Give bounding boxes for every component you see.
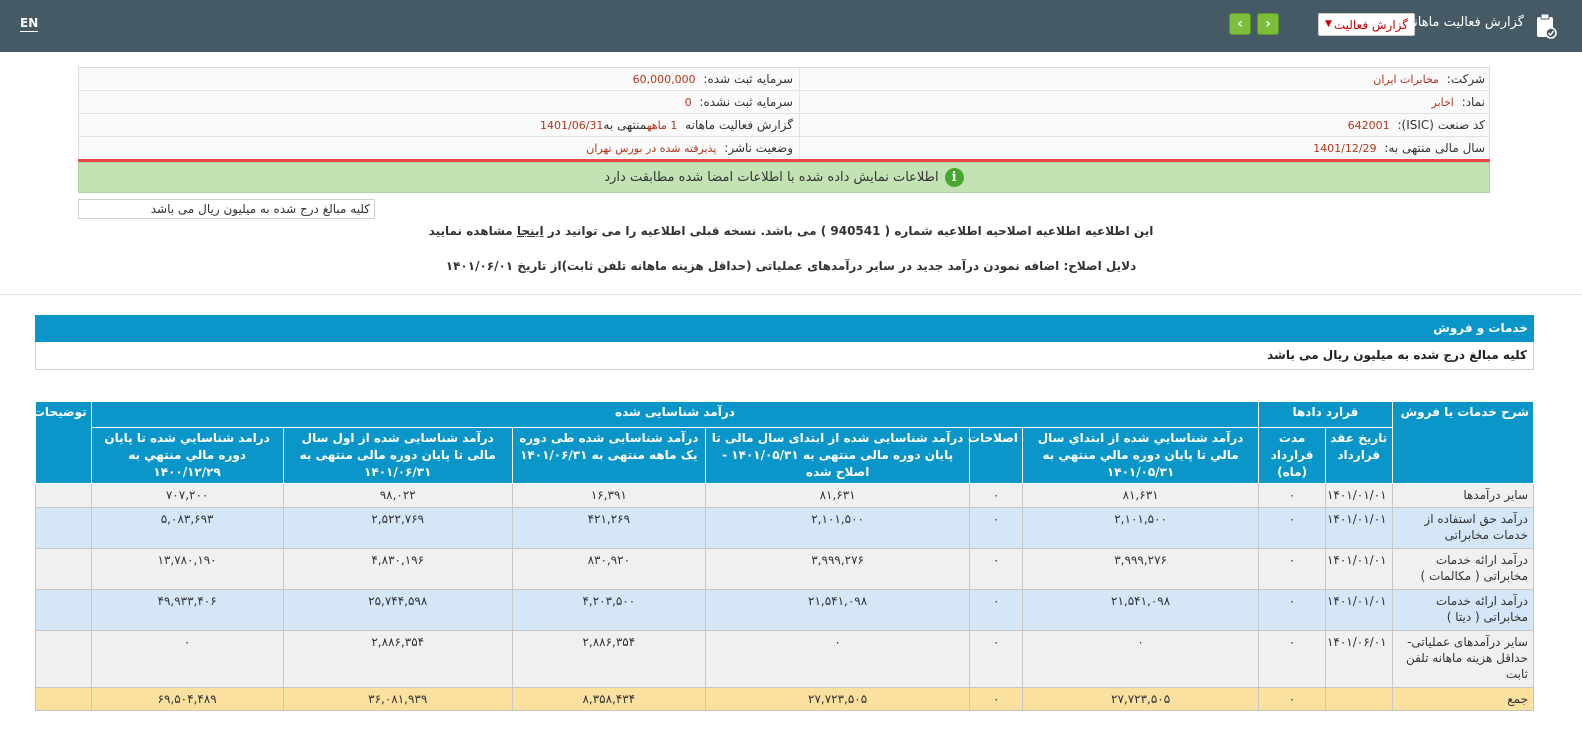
cell-rev-prev: ۶۹,۵۰۴,۴۸۹ (91, 688, 283, 711)
cell-rev-corrected: ۲,۱۰۱,۵۰۰ (705, 508, 970, 549)
cell-duration: ۰ (1259, 508, 1326, 549)
cell-rev-start: ۳,۹۹۹,۲۷۶ (1022, 549, 1258, 590)
publisher-status-value: پذیرفته شده در بورس تهران (586, 142, 717, 155)
cell-date: ۱۴۰۱/۰۱/۰۱ (1325, 508, 1392, 549)
col-notes: توضیحات (36, 402, 92, 484)
language-toggle-en[interactable]: EN (20, 16, 39, 30)
verification-alert (78, 162, 1490, 193)
isic-label: کد صنعت (ISIC): (1397, 118, 1485, 132)
cell-corrections: ۰ (970, 508, 1023, 549)
cell-rev-prev: ۰ (91, 631, 283, 688)
report-end-text: منتهی به (603, 118, 647, 132)
col-contract-date: تاریخ عقد قرارداد (1325, 428, 1392, 484)
fiscal-year-value: 1401/12/29 (1313, 142, 1377, 155)
unregistered-capital-cell (83, 91, 793, 114)
cell-corrections: ۰ (970, 631, 1023, 688)
chevron-right-icon: › (1265, 16, 1271, 32)
fiscal-year-label: سال مالی منتهی به: (1384, 141, 1485, 155)
cell-duration: ۰ (1259, 688, 1326, 711)
report-period: 1 ماهه (646, 119, 678, 132)
cell-rev-corrected: ۲۷,۷۲۳,۵۰۵ (705, 688, 970, 711)
top-bar (0, 0, 1582, 52)
cell-rev-start: ۲۱,۵۴۱,۰۹۸ (1022, 590, 1258, 631)
amendment-notice (0, 224, 1582, 238)
cell-date: ۱۴۰۱/۰۱/۰۱ (1325, 590, 1392, 631)
cell-rev-corrected: ۳,۹۹۹,۲۷۶ (705, 549, 970, 590)
table-row (36, 508, 1534, 549)
col-group-recognized: درآمد شناسایی شده (91, 402, 1259, 428)
table-row (36, 590, 1534, 631)
isic-cell (799, 114, 1485, 137)
cell-desc: درآمد ارائه خدمات مخابراتی ( دیتا ) (1392, 590, 1533, 631)
publisher-status-label: وضعیت ناشر: (724, 141, 793, 155)
cell-notes (36, 484, 92, 508)
cell-date: ۱۴۰۱/۰۱/۰۱ (1325, 484, 1392, 508)
cell-rev-prev: ۵,۰۸۳,۶۹۳ (91, 508, 283, 549)
cell-rev-month: ۲,۸۸۶,۳۵۴ (512, 631, 705, 688)
cell-rev-year: ۹۸,۰۲۲ (283, 484, 512, 508)
symbol-cell (799, 91, 1485, 114)
services-sales-table (32, 401, 1534, 711)
cell-rev-month: ۱۶,۳۹۱ (512, 484, 705, 508)
cell-notes (36, 688, 92, 711)
cell-duration: ۰ (1259, 549, 1326, 590)
alert-text: اطلاعات نمایش داده شده با اطلاعات امضا شده مطابقت دارد (604, 170, 939, 185)
amendment-reason: دلایل اصلاح: اضافه نمودن درآمد جدید در سایر درآمدهای عملیاتی (حداقل هزینه ماهانه تلفن ثابت)از تاریخ ۱۴۰۱/۰۶/۰۱ (445, 259, 1137, 273)
previous-version-link[interactable]: اینجا (516, 224, 544, 238)
cell-rev-prev: ۱۳,۷۸۰,۱۹۰ (91, 549, 283, 590)
company-label: شرکت: (1446, 72, 1485, 86)
col-contract-duration: مدت قرارداد (ماه) (1259, 428, 1326, 484)
isic-value: 642001 (1347, 119, 1390, 132)
cell-date (1325, 688, 1392, 711)
cell-notes (36, 508, 92, 549)
notice-text: این اطلاعیه اطلاعیه اصلاحیه اطلاعیه شماره ( 940541 ) می باشد. نسخه قبلی اطلاعیه را می توانید در (547, 224, 1154, 238)
col-rev-prev-year: درامد شناسايي شده تا پايان دوره مالي منتهي به ۱۴۰۰/۱۲/۲۹ (91, 428, 283, 484)
report-period-cell (83, 114, 793, 137)
cell-corrections: ۰ (970, 688, 1023, 711)
info-row (79, 68, 1489, 91)
cell-rev-start: ۲۷,۷۲۳,۵۰۵ (1022, 688, 1258, 711)
notice-text-end: مشاهده نمایید (428, 224, 513, 238)
cell-rev-corrected: ۸۱,۶۳۱ (705, 484, 970, 508)
cell-rev-start: ۸۱,۶۳۱ (1022, 484, 1258, 508)
cell-rev-corrected: ۰ (705, 631, 970, 688)
cell-rev-year: ۳۶,۰۸۱,۹۳۹ (283, 688, 512, 711)
cell-rev-month: ۸۳۰,۹۲۰ (512, 549, 705, 590)
registered-capital-label: سرمایه ثبت شده: (703, 72, 793, 86)
cell-desc: سایر درآمدها (1392, 484, 1533, 508)
cell-rev-month: ۸,۳۵۸,۴۳۴ (512, 688, 705, 711)
unregistered-capital-label: سرمایه ثبت نشده: (699, 95, 793, 109)
cell-rev-prev: ۴۹,۹۳۳,۴۰۶ (91, 590, 283, 631)
cell-rev-month: ۴,۲۰۳,۵۰۰ (512, 590, 705, 631)
cell-notes (36, 631, 92, 688)
cell-rev-start: ۰ (1022, 631, 1258, 688)
company-value: مخابرات ایران (1373, 73, 1439, 86)
cell-corrections: ۰ (970, 549, 1023, 590)
cell-duration: ۰ (1259, 484, 1326, 508)
col-group-contracts: قرارد دادها (1259, 402, 1392, 428)
divider (0, 294, 1582, 295)
col-corrections: اصلاحات (970, 428, 1023, 484)
cell-rev-start: ۲,۱۰۱,۵۰۰ (1022, 508, 1258, 549)
cell-corrections: ۰ (970, 484, 1023, 508)
cell-notes (36, 549, 92, 590)
cell-rev-month: ۴۲۱,۲۶۹ (512, 508, 705, 549)
col-service-desc: شرح خدمات یا فروش (1392, 402, 1533, 484)
cell-desc: درآمد حق استفاده از خدمات مخابراتی (1392, 508, 1533, 549)
cell-rev-corrected: ۲۱,۵۴۱,۰۹۸ (705, 590, 970, 631)
info-row (79, 137, 1489, 160)
chevron-down-icon: ▼ (1325, 19, 1332, 29)
cell-desc: درآمد ارائه خدمات مخابراتی ( مکالمات ) (1392, 549, 1533, 590)
info-icon: i (945, 168, 964, 187)
section-title: خدمات و فروش (35, 315, 1534, 342)
cell-rev-year: ۲,۸۸۶,۳۵۴ (283, 631, 512, 688)
col-rev-start-corrected: درآمد شناسایی شده از ابتدای سال مالی تا پایان دوره مالی منتهی به ۱۴۰۱/۰۵/۳۱ - اصلاح شده (705, 428, 970, 484)
cell-duration: ۰ (1259, 590, 1326, 631)
info-row (79, 91, 1489, 114)
table-row (36, 631, 1534, 688)
prev-arrow-button[interactable] (1229, 13, 1251, 35)
publisher-status-cell (83, 137, 793, 160)
symbol-value: اخابر (1431, 96, 1454, 109)
section-unit-note: کلیه مبالغ درج شده به میلیون ریال می باشد (35, 342, 1534, 370)
report-type-selected: گزارش فعالیت (1333, 18, 1408, 32)
cell-date: ۱۴۰۱/۰۶/۰۱ (1325, 631, 1392, 688)
page-title: گزارش فعالیت ماهانه (1407, 15, 1524, 30)
company-info-grid (78, 67, 1490, 160)
col-rev-start-0531: درآمد شناسايي شده از ابتداي سال مالي تا پايان دوره مالي منتهي به ۱۴۰۱/۰۵/۳۱ (1022, 428, 1258, 484)
chevron-left-icon: ‹ (1237, 16, 1243, 32)
fiscal-year-cell (799, 137, 1485, 160)
cell-notes (36, 590, 92, 631)
report-type-select[interactable] (1318, 13, 1415, 36)
cell-desc: جمع (1392, 688, 1533, 711)
registered-capital-cell (83, 68, 793, 91)
symbol-label: نماد: (1461, 95, 1485, 109)
cell-rev-year: ۲,۵۲۲,۷۶۹ (283, 508, 512, 549)
unregistered-capital-value: 0 (684, 96, 692, 109)
report-end-date: 1401/06/31 (540, 119, 604, 132)
cell-desc: سایر درآمدهای عملیاتی-حداقل هزینه ماهانه تلفن ثابت (1392, 631, 1533, 688)
cell-date: ۱۴۰۱/۰۱/۰۱ (1325, 549, 1392, 590)
table-row (36, 484, 1534, 508)
cell-corrections: ۰ (970, 590, 1023, 631)
cell-rev-year: ۲۵,۷۴۴,۵۹۸ (283, 590, 512, 631)
cell-duration: ۰ (1259, 631, 1326, 688)
unit-note-box: کلیه مبالغ درج شده به میلیون ریال می باشد (78, 199, 375, 219)
total-row (36, 688, 1534, 711)
info-row (79, 114, 1489, 137)
company-cell (799, 68, 1485, 91)
registered-capital-value: 60,000,000 (632, 73, 696, 86)
table-row (36, 549, 1534, 590)
report-label: گزارش فعالیت ماهانه (685, 118, 793, 132)
clipboard-icon (1535, 13, 1557, 39)
next-arrow-button[interactable] (1257, 13, 1279, 35)
cell-rev-year: ۴,۸۳۰,۱۹۶ (283, 549, 512, 590)
col-rev-year-0631: درآمد شناسایی شده از اول سال مالی تا پایان دوره مالی منتهی به ۱۴۰۱/۰۶/۳۱ (283, 428, 512, 484)
cell-rev-prev: ۷۰۷,۲۰۰ (91, 484, 283, 508)
col-rev-month-0631: درآمد شناسایی شده طی دوره یک ماهه منتهی به ۱۴۰۱/۰۶/۳۱ (512, 428, 705, 484)
